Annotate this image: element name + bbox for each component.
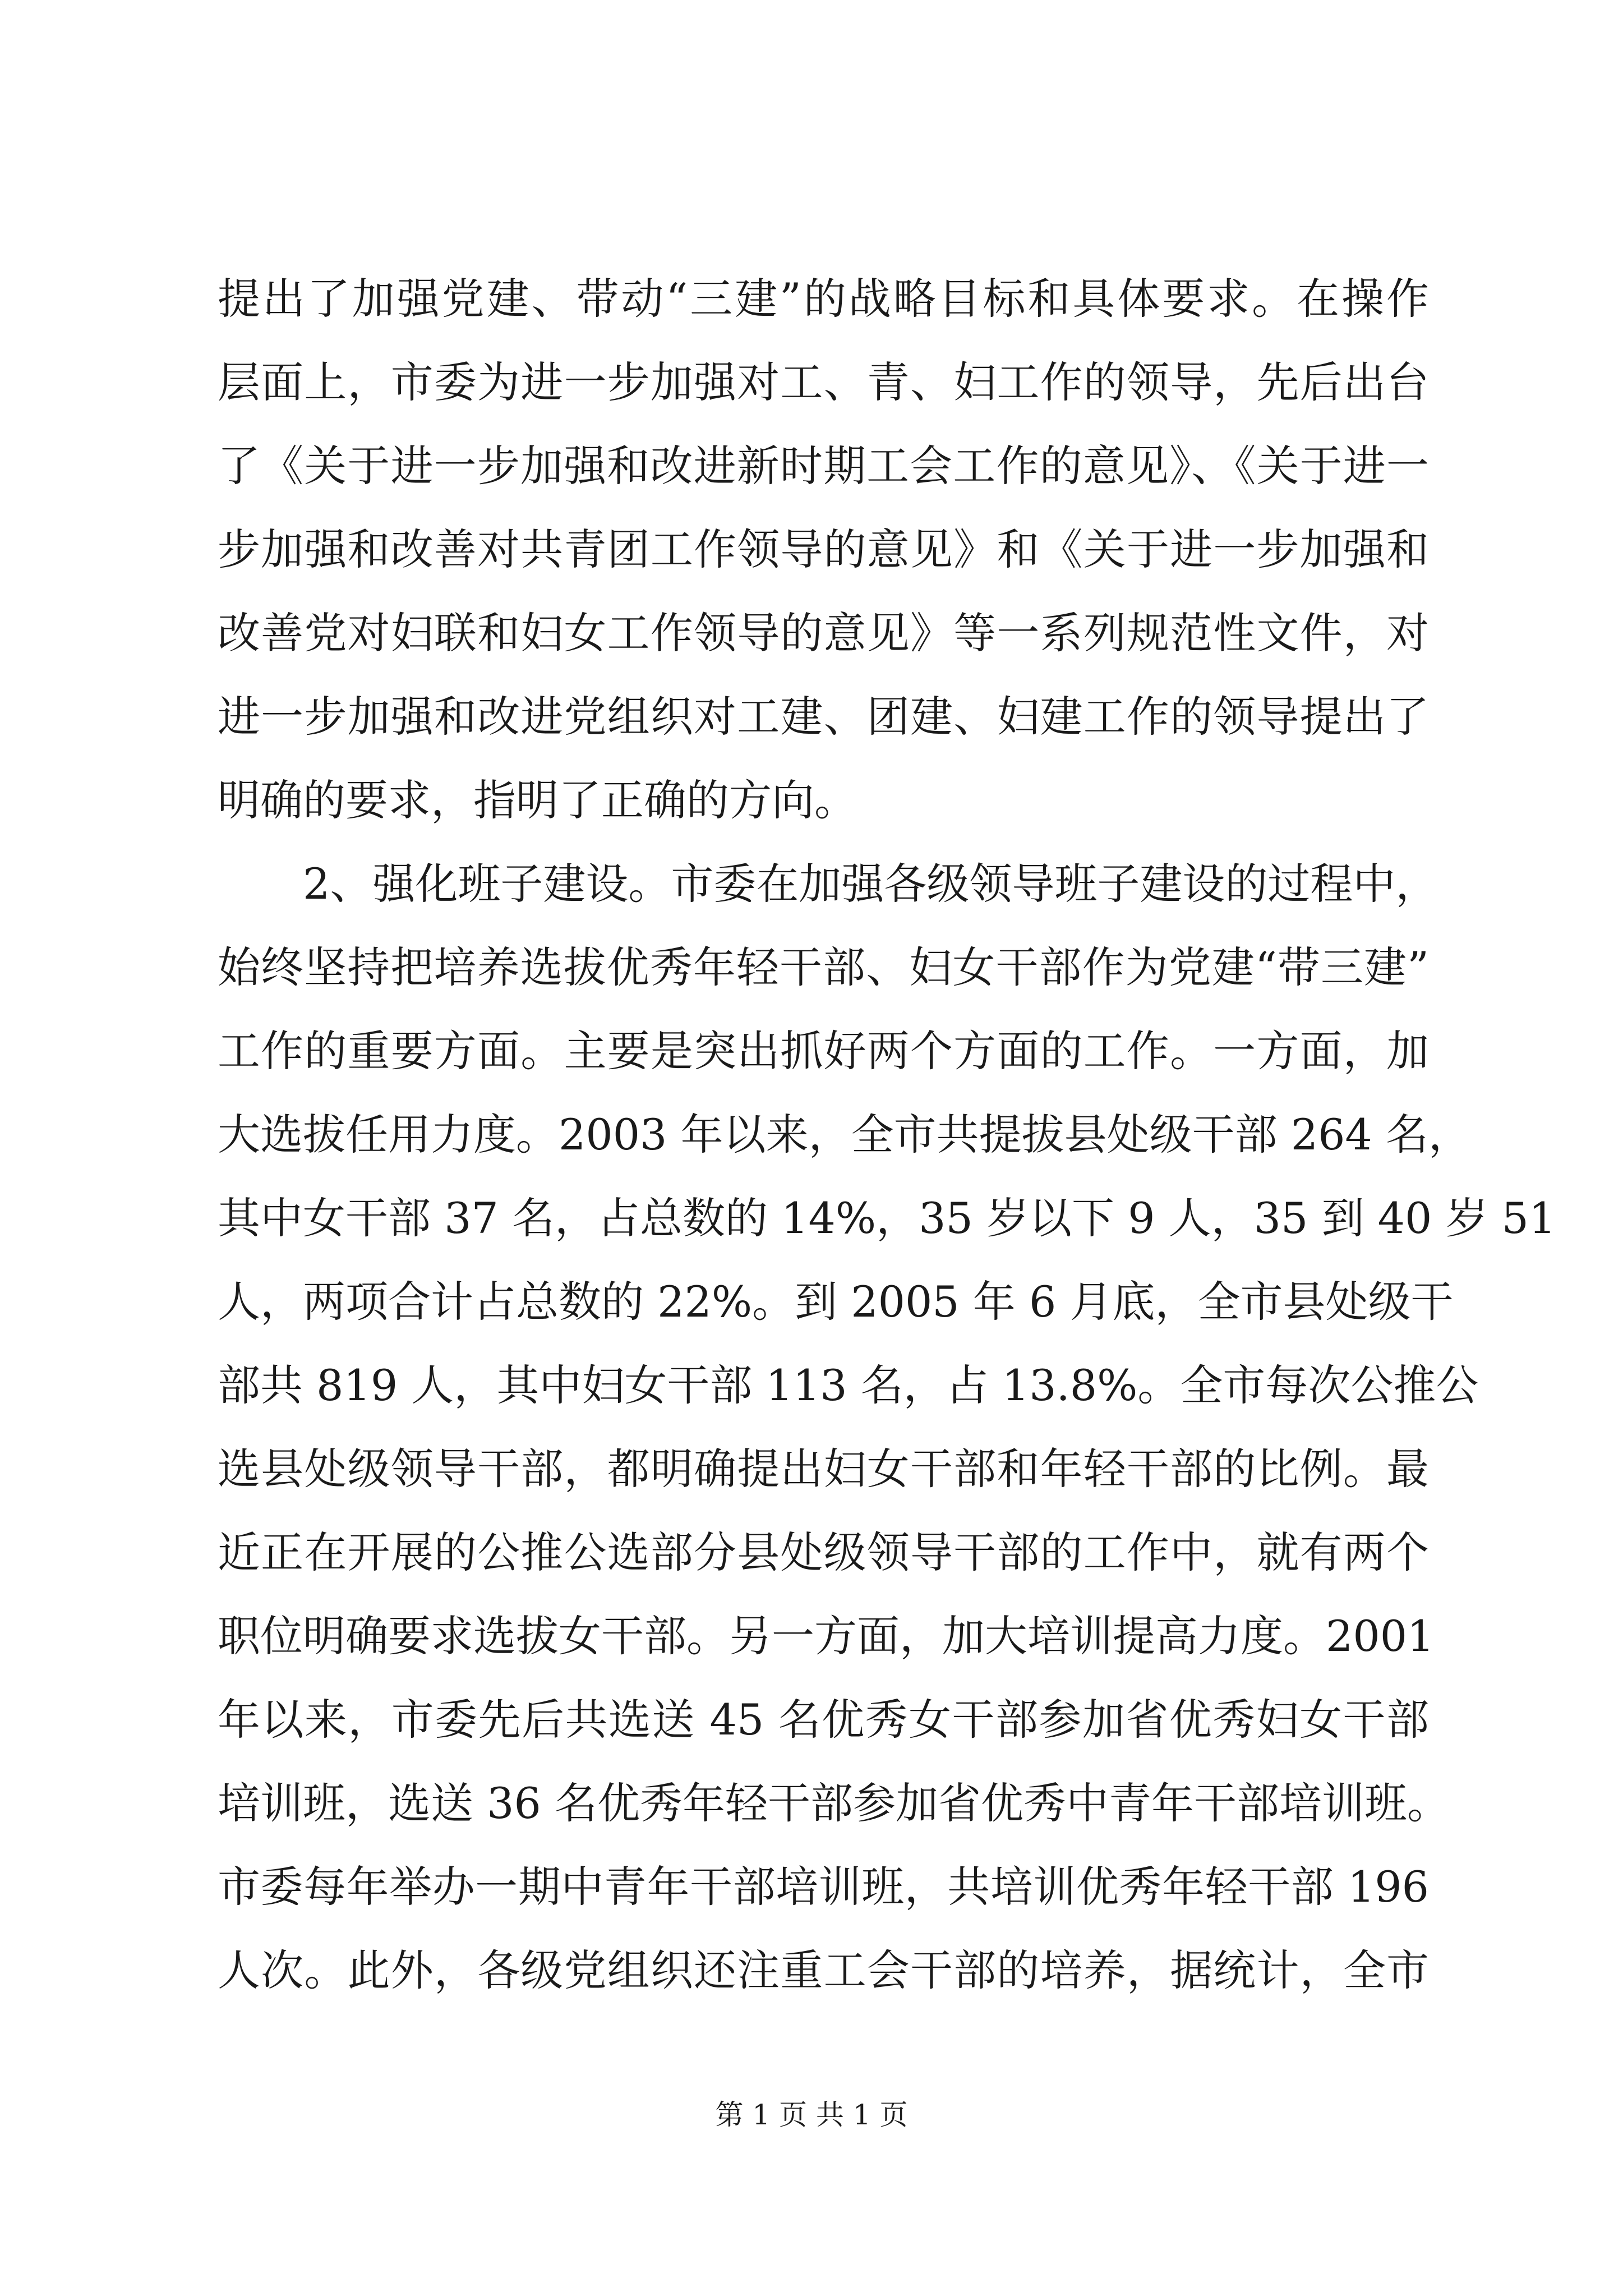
text-line: 明确的要求，指明了正确的方向。 [218,775,857,825]
text-line: 年以来，市委先后共选送 45 名优秀女干部参加省优秀妇女干部 [218,1695,1429,1745]
text-line: 部共 819 人，其中妇女干部 113 名，占 13.8%。全市每次公推公 [218,1360,1479,1410]
text-line: 大选拔任用力度。2003 年以来，全市共提拔县处级干部 264 名， [218,1110,1471,1159]
text-line: 培训班，选送 36 名优秀年轻干部参加省优秀中青年干部培训班。 [218,1778,1450,1828]
text-line: 始终坚持把培养选拔优秀年轻干部、妇女干部作为党建“带三建” [218,942,1429,992]
text-line: 职位明确要求选拔女干部。另一方面，加大培训提高力度。2001 [218,1611,1435,1661]
text-line: 人，两项合计占总数的 22%。到 2005 年 6 月底，全市县处级干 [218,1277,1454,1327]
text-line: 提出了加强党建、带动“三建”的战略目标和具体要求。在操作 [218,274,1429,324]
page-number: 第 1 页 共 1 页 [715,2099,908,2131]
text-line: 进一步加强和改进党组织对工建、团建、妇建工作的领导提出了 [218,692,1429,742]
text-line: 改善党对妇联和妇女工作领导的意见》等一系列规范性文件，对 [218,608,1429,658]
text-line: 市委每年举办一期中青年干部培训班，共培训优秀年轻干部 196 [218,1862,1429,1912]
text-line: 人次。此外，各级党组织还注重工会干部的培养，据统计，全市 [218,1945,1429,1995]
text-line: 层面上，市委为进一步加强对工、青、妇工作的领导，先后出台 [218,357,1429,407]
body-text [218,257,1556,2012]
text-line: 选县处级领导干部，都明确提出妇女干部和年轻干部的比例。最 [218,1444,1429,1494]
text-line: 近正在开展的公推公选部分县处级领导干部的工作中，就有两个 [218,1527,1429,1577]
page-footer [0,2095,1623,2134]
text-line: 步加强和改善对共青团工作领导的意见》和《关于进一步加强和 [218,524,1429,574]
text-line: 了《关于进一步加强和改进新时期工会工作的意见》、《关于进一 [218,441,1429,491]
text-line: 工作的重要方面。主要是突出抓好两个方面的工作。一方面，加 [218,1026,1429,1076]
text-line: 其中女干部 37 名，占总数的 14%，35 岁以下 9 人，35 到 40 岁 51 [218,1193,1556,1243]
paragraph-first-line: 2、强化班子建设。市委在加强各级领导班子建设的过程中， [303,859,1438,909]
